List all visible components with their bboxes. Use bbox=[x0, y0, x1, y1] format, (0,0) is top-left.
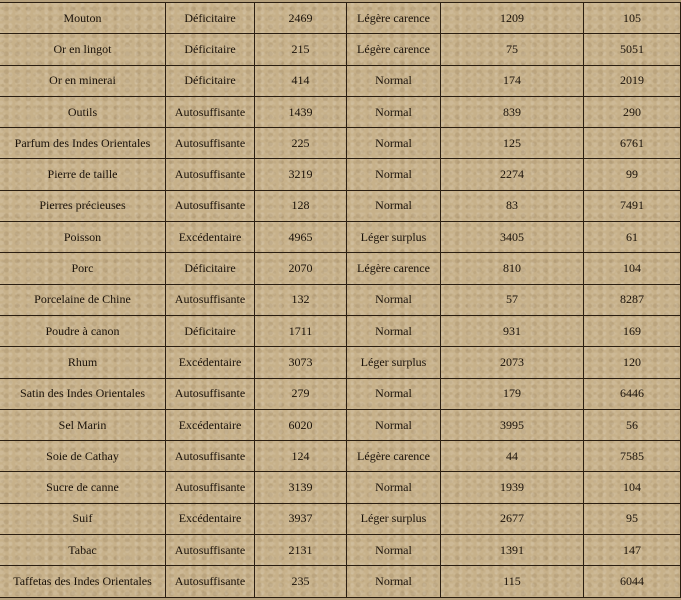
supply-status-cell: Autosuffisante bbox=[166, 378, 255, 409]
good-name-cell: Or en lingot bbox=[0, 34, 166, 65]
price-cell: 147 bbox=[584, 535, 681, 566]
stock-quantity-cell: 235 bbox=[255, 566, 347, 597]
price-cell: 104 bbox=[584, 253, 681, 284]
supply-status-cell: Excédentaire bbox=[166, 503, 255, 534]
supply-status-cell: Déficitaire bbox=[166, 65, 255, 96]
stock-level-cell: Normal bbox=[347, 284, 441, 315]
stock-level-cell: Légère carence bbox=[347, 3, 441, 34]
stock-quantity-cell: 2469 bbox=[255, 3, 347, 34]
good-name-cell: Poisson bbox=[0, 222, 166, 253]
stock-level-cell: Léger surplus bbox=[347, 503, 441, 534]
stock-level-cell: Léger surplus bbox=[347, 222, 441, 253]
stock-level-cell: Normal bbox=[347, 409, 441, 440]
value-cell: 1939 bbox=[441, 472, 584, 503]
stock-level-cell: Léger surplus bbox=[347, 347, 441, 378]
stock-quantity-cell: 128 bbox=[255, 190, 347, 221]
price-cell: 120 bbox=[584, 347, 681, 378]
supply-status-cell: Déficitaire bbox=[166, 253, 255, 284]
table-row bbox=[0, 284, 681, 315]
good-name-cell: Outils bbox=[0, 96, 166, 127]
supply-status-cell: Déficitaire bbox=[166, 3, 255, 34]
price-cell: 169 bbox=[584, 315, 681, 346]
good-name-cell: Porcelaine de Chine bbox=[0, 284, 166, 315]
price-cell: 56 bbox=[584, 409, 681, 440]
good-name-cell: Tabac bbox=[0, 535, 166, 566]
stock-level-cell: Normal bbox=[347, 159, 441, 190]
value-cell: 2677 bbox=[441, 503, 584, 534]
good-name-cell: Suif bbox=[0, 503, 166, 534]
price-cell: 61 bbox=[584, 222, 681, 253]
table-row bbox=[0, 128, 681, 159]
table-row bbox=[0, 503, 681, 534]
price-cell: 6044 bbox=[584, 566, 681, 597]
table-row bbox=[0, 65, 681, 96]
supply-status-cell: Autosuffisante bbox=[166, 472, 255, 503]
stock-level-cell: Normal bbox=[347, 96, 441, 127]
stock-level-cell: Normal bbox=[347, 566, 441, 597]
stock-quantity-cell: 414 bbox=[255, 65, 347, 96]
price-cell: 99 bbox=[584, 159, 681, 190]
table-row bbox=[0, 253, 681, 284]
stock-quantity-cell: 3139 bbox=[255, 472, 347, 503]
stock-quantity-cell: 279 bbox=[255, 378, 347, 409]
value-cell: 1391 bbox=[441, 535, 584, 566]
price-cell: 95 bbox=[584, 503, 681, 534]
stock-level-cell: Normal bbox=[347, 535, 441, 566]
value-cell: 839 bbox=[441, 96, 584, 127]
good-name-cell: Soie de Cathay bbox=[0, 441, 166, 472]
value-cell: 931 bbox=[441, 315, 584, 346]
table-row bbox=[0, 441, 681, 472]
good-name-cell: Taffetas des Indes Orientales bbox=[0, 566, 166, 597]
good-name-cell: Poudre à canon bbox=[0, 315, 166, 346]
stock-level-cell: Légère carence bbox=[347, 253, 441, 284]
table-row bbox=[0, 347, 681, 378]
supply-status-cell: Autosuffisante bbox=[166, 190, 255, 221]
goods-table-body bbox=[0, 3, 681, 598]
good-name-cell: Mouton bbox=[0, 3, 166, 34]
table-row bbox=[0, 96, 681, 127]
value-cell: 3405 bbox=[441, 222, 584, 253]
table-row bbox=[0, 535, 681, 566]
supply-status-cell: Excédentaire bbox=[166, 409, 255, 440]
value-cell: 57 bbox=[441, 284, 584, 315]
table-row bbox=[0, 409, 681, 440]
stock-quantity-cell: 2131 bbox=[255, 535, 347, 566]
value-cell: 810 bbox=[441, 253, 584, 284]
price-cell: 8287 bbox=[584, 284, 681, 315]
stock-quantity-cell: 124 bbox=[255, 441, 347, 472]
table-row bbox=[0, 159, 681, 190]
supply-status-cell: Autosuffisante bbox=[166, 96, 255, 127]
stock-quantity-cell: 3073 bbox=[255, 347, 347, 378]
goods-table bbox=[0, 2, 681, 598]
good-name-cell: Satin des Indes Orientales bbox=[0, 378, 166, 409]
stock-quantity-cell: 1439 bbox=[255, 96, 347, 127]
good-name-cell: Parfum des Indes Orientales bbox=[0, 128, 166, 159]
good-name-cell: Porc bbox=[0, 253, 166, 284]
table-row bbox=[0, 34, 681, 65]
table-row bbox=[0, 222, 681, 253]
table-row bbox=[0, 378, 681, 409]
value-cell: 179 bbox=[441, 378, 584, 409]
price-cell: 2019 bbox=[584, 65, 681, 96]
good-name-cell: Sucre de canne bbox=[0, 472, 166, 503]
supply-status-cell: Excédentaire bbox=[166, 222, 255, 253]
value-cell: 115 bbox=[441, 566, 584, 597]
price-cell: 5051 bbox=[584, 34, 681, 65]
table-row bbox=[0, 190, 681, 221]
price-cell: 105 bbox=[584, 3, 681, 34]
value-cell: 2073 bbox=[441, 347, 584, 378]
stock-level-cell: Normal bbox=[347, 378, 441, 409]
stock-quantity-cell: 1711 bbox=[255, 315, 347, 346]
stock-quantity-cell: 3219 bbox=[255, 159, 347, 190]
value-cell: 3995 bbox=[441, 409, 584, 440]
price-cell: 7491 bbox=[584, 190, 681, 221]
stock-level-cell: Légère carence bbox=[347, 441, 441, 472]
stock-quantity-cell: 215 bbox=[255, 34, 347, 65]
price-cell: 7585 bbox=[584, 441, 681, 472]
value-cell: 2274 bbox=[441, 159, 584, 190]
table-row bbox=[0, 3, 681, 34]
value-cell: 125 bbox=[441, 128, 584, 159]
price-cell: 6761 bbox=[584, 128, 681, 159]
stock-level-cell: Normal bbox=[347, 315, 441, 346]
stock-level-cell: Normal bbox=[347, 65, 441, 96]
table-row bbox=[0, 315, 681, 346]
supply-status-cell: Autosuffisante bbox=[166, 284, 255, 315]
stock-quantity-cell: 225 bbox=[255, 128, 347, 159]
stock-level-cell: Normal bbox=[347, 472, 441, 503]
table-row bbox=[0, 566, 681, 597]
value-cell: 83 bbox=[441, 190, 584, 221]
price-cell: 290 bbox=[584, 96, 681, 127]
value-cell: 44 bbox=[441, 441, 584, 472]
value-cell: 1209 bbox=[441, 3, 584, 34]
price-cell: 6446 bbox=[584, 378, 681, 409]
supply-status-cell: Autosuffisante bbox=[166, 159, 255, 190]
good-name-cell: Rhum bbox=[0, 347, 166, 378]
supply-status-cell: Déficitaire bbox=[166, 34, 255, 65]
good-name-cell: Sel Marin bbox=[0, 409, 166, 440]
stock-quantity-cell: 2070 bbox=[255, 253, 347, 284]
supply-status-cell: Autosuffisante bbox=[166, 535, 255, 566]
supply-status-cell: Autosuffisante bbox=[166, 128, 255, 159]
price-cell: 104 bbox=[584, 472, 681, 503]
stock-level-cell: Normal bbox=[347, 128, 441, 159]
table-row bbox=[0, 472, 681, 503]
stock-quantity-cell: 3937 bbox=[255, 503, 347, 534]
good-name-cell: Pierre de taille bbox=[0, 159, 166, 190]
stock-level-cell: Normal bbox=[347, 190, 441, 221]
stock-quantity-cell: 132 bbox=[255, 284, 347, 315]
good-name-cell: Or en minerai bbox=[0, 65, 166, 96]
stock-quantity-cell: 4965 bbox=[255, 222, 347, 253]
value-cell: 75 bbox=[441, 34, 584, 65]
supply-status-cell: Excédentaire bbox=[166, 347, 255, 378]
supply-status-cell: Déficitaire bbox=[166, 315, 255, 346]
stock-level-cell: Légère carence bbox=[347, 34, 441, 65]
value-cell: 174 bbox=[441, 65, 584, 96]
supply-status-cell: Autosuffisante bbox=[166, 441, 255, 472]
stock-quantity-cell: 6020 bbox=[255, 409, 347, 440]
supply-status-cell: Autosuffisante bbox=[166, 566, 255, 597]
good-name-cell: Pierres précieuses bbox=[0, 190, 166, 221]
